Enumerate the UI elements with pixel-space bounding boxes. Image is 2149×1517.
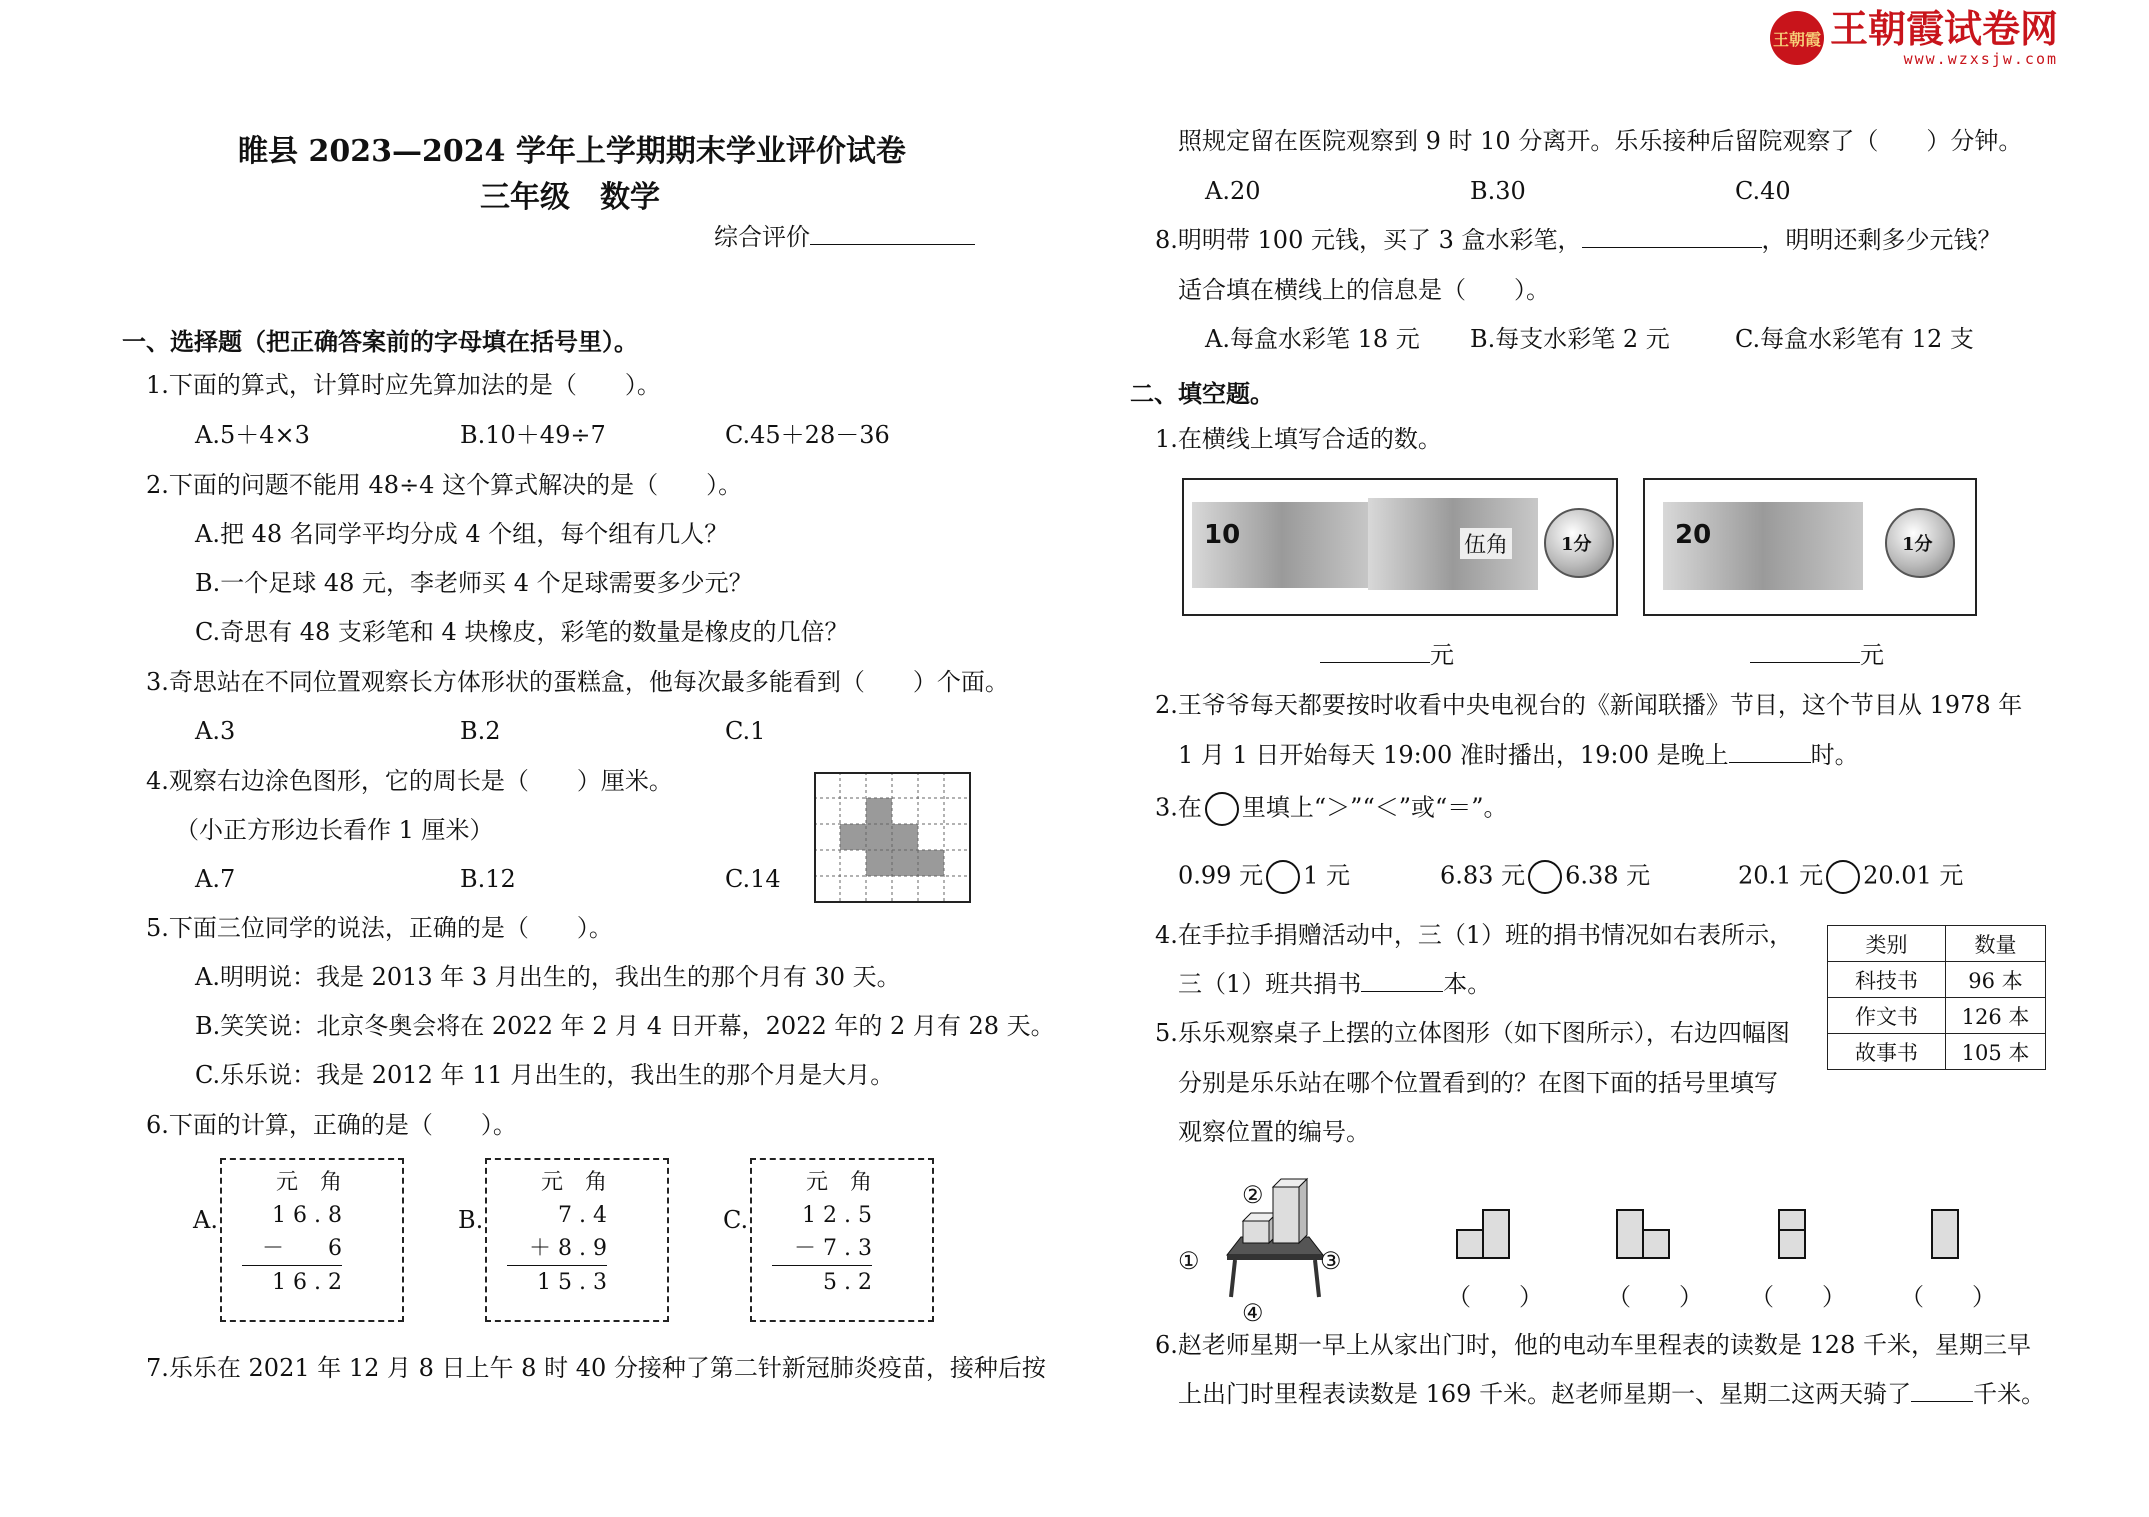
- s2-q2-line1: 2.王爷爷每天都要按时收看中央电视台的《新闻联播》节目，这个节目从 1978 年: [1155, 691, 2023, 719]
- s2-q2-blank[interactable]: [1729, 740, 1811, 763]
- q6-b-op: ＋ 8 . 9: [507, 1232, 607, 1266]
- q6-label-b: B.: [458, 1206, 484, 1234]
- position-1-label: ①: [1178, 1247, 1200, 1275]
- q4-stem: 4.观察右边涂色图形，它的周长是（ ）厘米。: [146, 767, 673, 795]
- s2-q5-line1: 5.乐乐观察桌子上摆的立体图形（如下图所示），右边四幅图: [1155, 1019, 1790, 1047]
- table-header-category: 类别: [1828, 926, 1946, 962]
- logo-badge-icon: 王朝霞: [1770, 11, 1824, 65]
- s2-q6-line1: 6.赵老师星期一早上从家出门时，他的电动车里程表的读数是 128 千米，星期三早: [1155, 1331, 2031, 1359]
- s2-q3-item3: 20.1 元 20.01 元: [1738, 860, 1963, 894]
- q6-c-unit: 元 角: [805, 1170, 872, 1195]
- view-a-paren[interactable]: （ ）: [1447, 1283, 1543, 1311]
- q6-a-unit: 元 角: [275, 1170, 342, 1195]
- s2-q4-blank[interactable]: [1361, 969, 1443, 992]
- q6-c-op: － 7 . 3: [772, 1232, 872, 1266]
- s2-q5-line2: 分别是乐乐站在哪个位置看到的？在图下面的括号里填写: [1178, 1069, 1778, 1097]
- money-group-1: [1182, 478, 1618, 616]
- q1-option-b: B.10＋49÷7: [460, 421, 606, 449]
- q7-stem-part2: 照规定留在医院观察到 9 时 10 分离开。乐乐接种后留院观察了（ ）分钟。: [1178, 127, 2023, 155]
- section2-heading: 二、填空题。: [1130, 379, 1274, 408]
- q6-a-top: 1 6 . 8: [272, 1203, 342, 1228]
- logo-site: www.wzxsjw.com: [1903, 50, 2059, 68]
- view-b-figure: [1615, 1200, 1685, 1260]
- compare-circle-icon: [1205, 792, 1239, 826]
- q6-stem: 6.下面的计算，正确的是（ ）。: [146, 1111, 517, 1139]
- q6-card-c: [750, 1158, 934, 1322]
- money-answer-1: 元: [1320, 640, 1454, 670]
- s2-q2-line2: 1 月 1 日开始每天 19:00 准时播出，19:00 是晚上 时。: [1178, 741, 1859, 769]
- q4-option-c: C.14: [725, 865, 781, 893]
- q8-option-c: C.每盒水彩笔有 12 支: [1735, 325, 1974, 353]
- q8-option-b: B.每支水彩笔 2 元: [1470, 325, 1670, 353]
- q5-option-c: C.乐乐说：我是 2012 年 11 月出生的，我出生的那个月是大月。: [195, 1061, 895, 1089]
- q6-c-result: 5 . 2: [823, 1270, 872, 1295]
- view-d-figure: [1928, 1200, 1968, 1260]
- q6-label-a: A.: [193, 1206, 218, 1234]
- bill-20-yuan: 20: [1663, 502, 1863, 590]
- table-header-quantity: 数量: [1946, 926, 2046, 962]
- q5-option-b: B.笑笑说：北京冬奥会将在 2022 年 2 月 4 日开幕，2022 年的 2 月有 28 天。: [195, 1012, 1055, 1040]
- q6-card-a: [220, 1158, 404, 1322]
- s2-q5-line3: 观察位置的编号。: [1178, 1118, 1370, 1146]
- q6-b-unit: 元 角: [540, 1170, 607, 1195]
- q6-card-b: [485, 1158, 669, 1322]
- q6-a-result: 1 6 . 2: [272, 1270, 342, 1295]
- site-logo: [1770, 8, 2058, 68]
- evaluation-blank[interactable]: [810, 222, 975, 245]
- s2-q3-item2: 6.83 元 6.38 元: [1440, 860, 1650, 894]
- position-3-label: ③: [1320, 1247, 1342, 1275]
- q2-option-b: B.一个足球 48 元，李老师买 4 个足球需要多少元？: [195, 569, 753, 597]
- q7-option-c: C.40: [1735, 177, 1791, 205]
- q8-line1: 8.明明带 100 元钱，买了 3 盒水彩笔， ，明明还剩多少元钱？: [1155, 226, 2002, 254]
- position-2-label: ②: [1242, 1181, 1264, 1209]
- section1-heading: 一、选择题（把正确答案前的字母填在括号里）。: [122, 327, 638, 356]
- table-with-blocks-figure: [1205, 1175, 1345, 1315]
- s2-q1-stem: 1.在横线上填写合适的数。: [1155, 425, 1442, 453]
- q8-option-a: A.每盒水彩笔 18 元: [1205, 325, 1420, 353]
- q7-option-a: A.20: [1205, 177, 1261, 205]
- s2-q3-stem: 3.在 里填上“＞”“＜”或“＝”。: [1155, 792, 1508, 826]
- q6-c-top: 1 2 . 5: [802, 1203, 872, 1228]
- q8-blank[interactable]: [1582, 225, 1762, 248]
- compare-circle-1[interactable]: [1266, 860, 1300, 894]
- q4-note: （小正方形边长看作 1 厘米）: [175, 816, 494, 844]
- q2-option-c: C.奇思有 48 支彩笔和 4 块橡皮，彩笔的数量是橡皮的几倍？: [195, 618, 849, 646]
- q2-stem: 2.下面的问题不能用 48÷4 这个算式解决的是（ ）。: [146, 471, 743, 499]
- coin-1-fen-2: 1分: [1885, 508, 1955, 578]
- q3-option-c: C.1: [725, 717, 766, 745]
- money-blank-2[interactable]: [1750, 640, 1860, 663]
- compare-circle-2[interactable]: [1528, 860, 1562, 894]
- q7-option-b: B.30: [1470, 177, 1526, 205]
- q4-option-b: B.12: [460, 865, 516, 893]
- q3-stem: 3.奇思站在不同位置观察长方体形状的蛋糕盒，他每次最多能看到（ ）个面。: [146, 668, 1009, 696]
- q5-option-a: A.明明说：我是 2013 年 3 月出生的，我出生的那个月有 30 天。: [195, 963, 901, 991]
- s2-q3-item1: 0.99 元 1 元: [1178, 860, 1350, 894]
- q2-option-a: A.把 48 名同学平均分成 4 个组，每个组有几人？: [195, 520, 729, 548]
- q3-option-a: A.3: [195, 717, 236, 745]
- exam-title: 睢县 2023—2024 学年上学期期末学业评价试卷: [238, 134, 906, 169]
- position-4-label: ④: [1242, 1299, 1264, 1327]
- table-row: 作文书 126 本: [1828, 998, 2046, 1034]
- q1-stem: 1.下面的算式，计算时应先算加法的是（ ）。: [146, 371, 661, 399]
- view-a-figure: [1455, 1200, 1525, 1260]
- bill-10-yuan: 10: [1192, 502, 1372, 588]
- s2-q6-line2: 上出门时里程表读数是 169 千米。赵老师星期一、星期二这两天骑了 千米。: [1178, 1380, 2046, 1408]
- s2-q4-line1: 4.在手拉手捐赠活动中，三（1）班的捐书情况如右表所示，: [1155, 921, 1794, 949]
- evaluation-field: [714, 222, 975, 252]
- money-answer-2: 元: [1750, 640, 1884, 670]
- q1-option-c: C.45＋28－36: [725, 421, 890, 449]
- q8-line2: 适合填在横线上的信息是（ ）。: [1178, 276, 1550, 304]
- book-donation-table: [1827, 925, 2046, 1070]
- view-b-paren[interactable]: （ ）: [1607, 1283, 1703, 1311]
- coin-1-fen: 1分: [1544, 508, 1614, 578]
- evaluation-label: 综合评价: [714, 223, 810, 251]
- q6-b-top: 7 . 4: [558, 1203, 607, 1228]
- q3-option-b: B.2: [460, 717, 501, 745]
- money-group-2: [1643, 478, 1977, 616]
- q6-label-c: C.: [723, 1206, 749, 1234]
- table-row: 故事书 105 本: [1828, 1034, 2046, 1070]
- s2-q4-line2: 三（1）班共捐书 本。: [1178, 970, 1492, 998]
- view-c-figure: [1775, 1200, 1815, 1260]
- q4-option-a: A.7: [195, 865, 236, 893]
- compare-circle-3[interactable]: [1826, 860, 1860, 894]
- q4-grid-figure: [814, 772, 974, 904]
- s2-q6-blank[interactable]: [1911, 1379, 1973, 1402]
- exam-subtitle: 三年级 数学: [480, 180, 660, 215]
- q7-stem-part1: 7.乐乐在 2021 年 12 月 8 日上午 8 时 40 分接种了第二针新冠肺炎疫苗，接种后按: [146, 1354, 1046, 1382]
- view-d-paren[interactable]: （ ）: [1900, 1283, 1996, 1311]
- view-c-paren[interactable]: （ ）: [1750, 1283, 1846, 1311]
- q6-b-result: 1 5 . 3: [537, 1270, 607, 1295]
- q6-a-op: － 6: [242, 1232, 342, 1266]
- table-row: 科技书 96 本: [1828, 962, 2046, 998]
- logo-name: 王朝霞试卷网: [1830, 7, 2059, 51]
- bill-5-jiao: 伍角: [1368, 498, 1538, 590]
- q5-stem: 5.下面三位同学的说法，正确的是（ ）。: [146, 914, 613, 942]
- q1-option-a: A.5＋4×3: [195, 421, 310, 449]
- money-blank-1[interactable]: [1320, 640, 1430, 663]
